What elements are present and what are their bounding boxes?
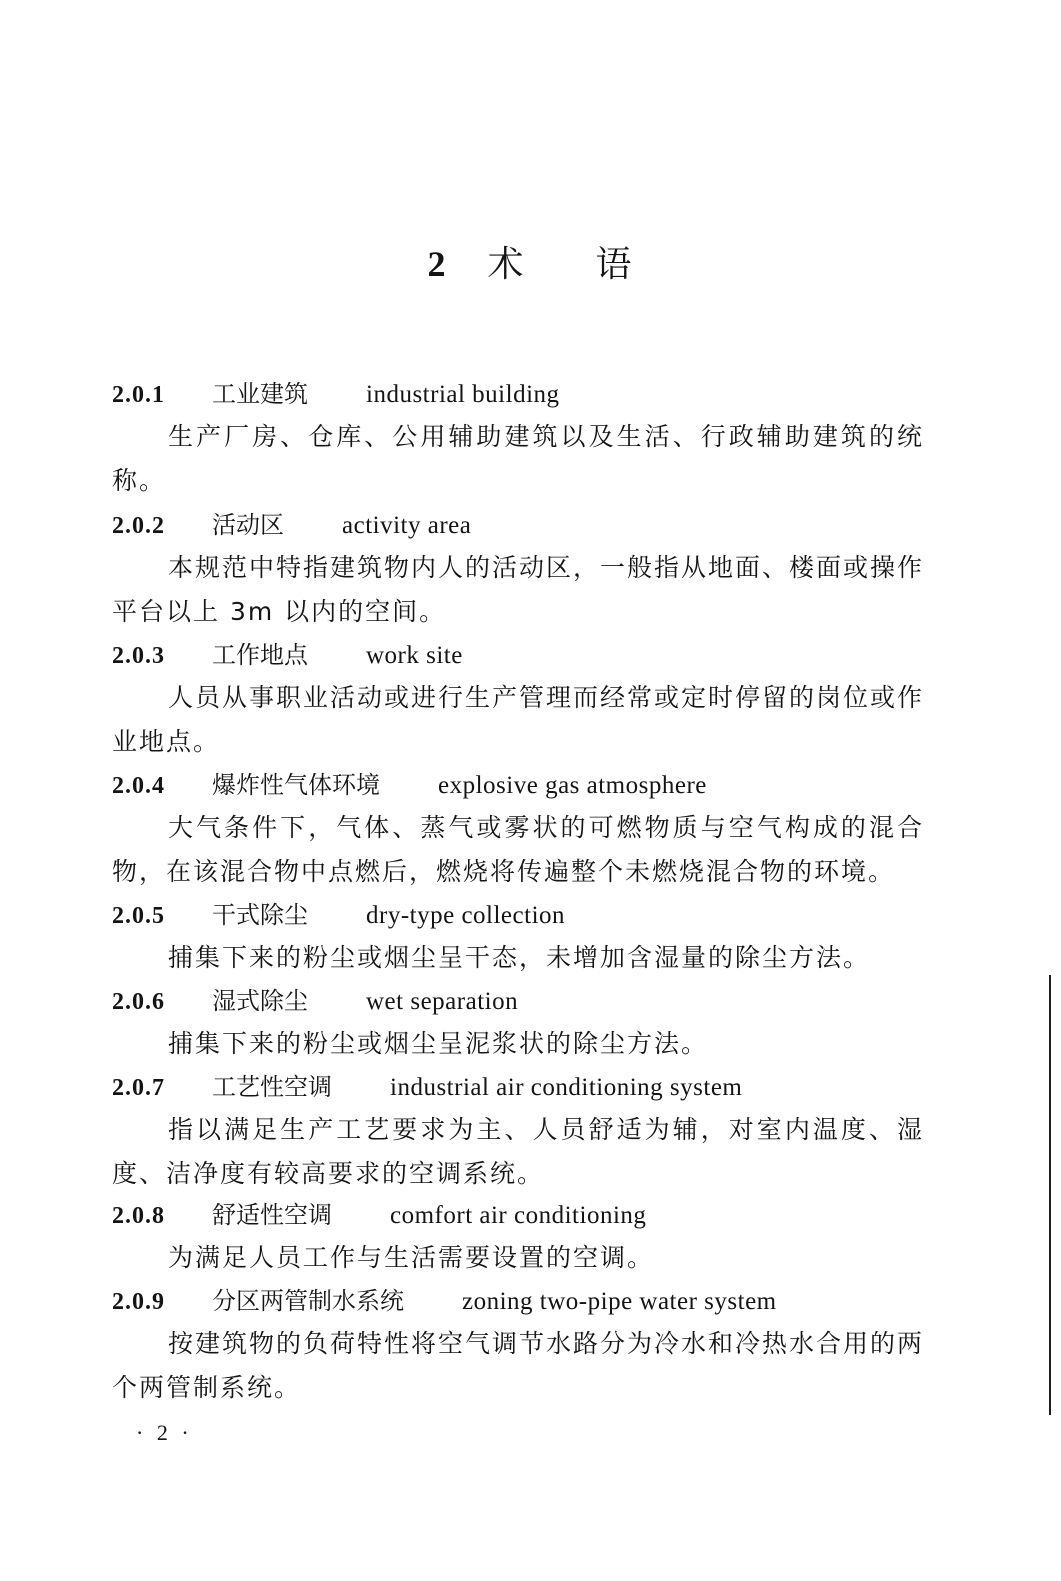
term-heading [112,898,565,932]
term-number: 2.0.4 [112,773,165,799]
term-english: industrial building [366,381,560,408]
term-number: 2.0.2 [112,513,165,539]
chapter-number: 2 [427,244,448,284]
term-number: 2.0.1 [112,382,165,408]
term-definition: 本规范中特指建筑物内人的活动区，一般指从地面、楼面或操作平台以上 3m 以内的空间。 [112,553,925,626]
scan-edge-line [1049,975,1051,1415]
term-chinese: 工业建筑 [212,380,308,408]
term-chinese: 工艺性空调 [212,1073,332,1101]
term-definition: 捕集下来的粉尘或烟尘呈干态，未增加含湿量的除尘方法。 [168,943,871,972]
term-english: industrial air conditioning system [390,1074,743,1101]
term-heading [112,638,463,672]
page-number: · 2 · [136,1420,193,1445]
term-heading [112,377,560,411]
term-definition: 为满足人员工作与生活需要设置的空调。 [168,1243,655,1272]
term-number: 2.0.9 [112,1289,165,1315]
term-english: activity area [342,512,472,539]
term-chinese: 爆炸性气体环境 [212,771,380,799]
term-definition: 生产厂房、仓库、公用辅助建筑以及生活、行政辅助建筑的统称。 [112,422,924,495]
term-chinese: 工作地点 [212,641,308,669]
term-number: 2.0.6 [112,989,165,1015]
term-number: 2.0.8 [112,1203,165,1229]
term-chinese: 干式除尘 [212,901,308,929]
term-english: dry-type collection [366,902,566,929]
term-english: comfort air conditioning [390,1202,647,1229]
term-definition: 人员从事职业活动或进行生产管理而经常或定时停留的岗位或作业地点。 [112,683,925,756]
term-english: wet separation [366,988,519,1015]
term-chinese: 湿式除尘 [212,987,308,1015]
term-number: 2.0.7 [112,1075,165,1101]
term-number: 2.0.3 [112,643,165,669]
term-english: zoning two-pipe water system [462,1288,777,1315]
chapter-title-char-2: 语 [595,244,634,285]
term-english: explosive gas atmosphere [438,772,707,799]
term-heading [112,1284,777,1318]
term-heading [112,1070,742,1104]
term-number: 2.0.5 [112,903,165,929]
term-chinese: 舒适性空调 [212,1201,332,1229]
term-definition: 指以满足生产工艺要求为主、人员舒适为辅，对室内温度、湿度、洁净度有较高要求的空调系统。 [112,1115,924,1188]
term-heading [112,1198,646,1232]
term-definition: 按建筑物的负荷特性将空气调节水路分为冷水和冷热水合用的两个两管制系统。 [112,1329,925,1402]
chapter-title-char-1: 术 [487,244,526,285]
term-definition: 大气条件下，气体、蒸气或雾状的可燃物质与空气构成的混合物，在该混合物中点燃后，燃烧将传遍整个未燃烧混合物的环境。 [112,813,924,886]
chapter-title [0,236,1061,287]
term-english: work site [366,642,463,669]
term-chinese: 活动区 [212,511,284,539]
term-heading [112,508,471,542]
term-heading [112,768,707,802]
term-definition: 捕集下来的粉尘或烟尘呈泥浆状的除尘方法。 [168,1029,709,1058]
term-chinese: 分区两管制水系统 [212,1287,404,1315]
term-heading [112,984,518,1018]
